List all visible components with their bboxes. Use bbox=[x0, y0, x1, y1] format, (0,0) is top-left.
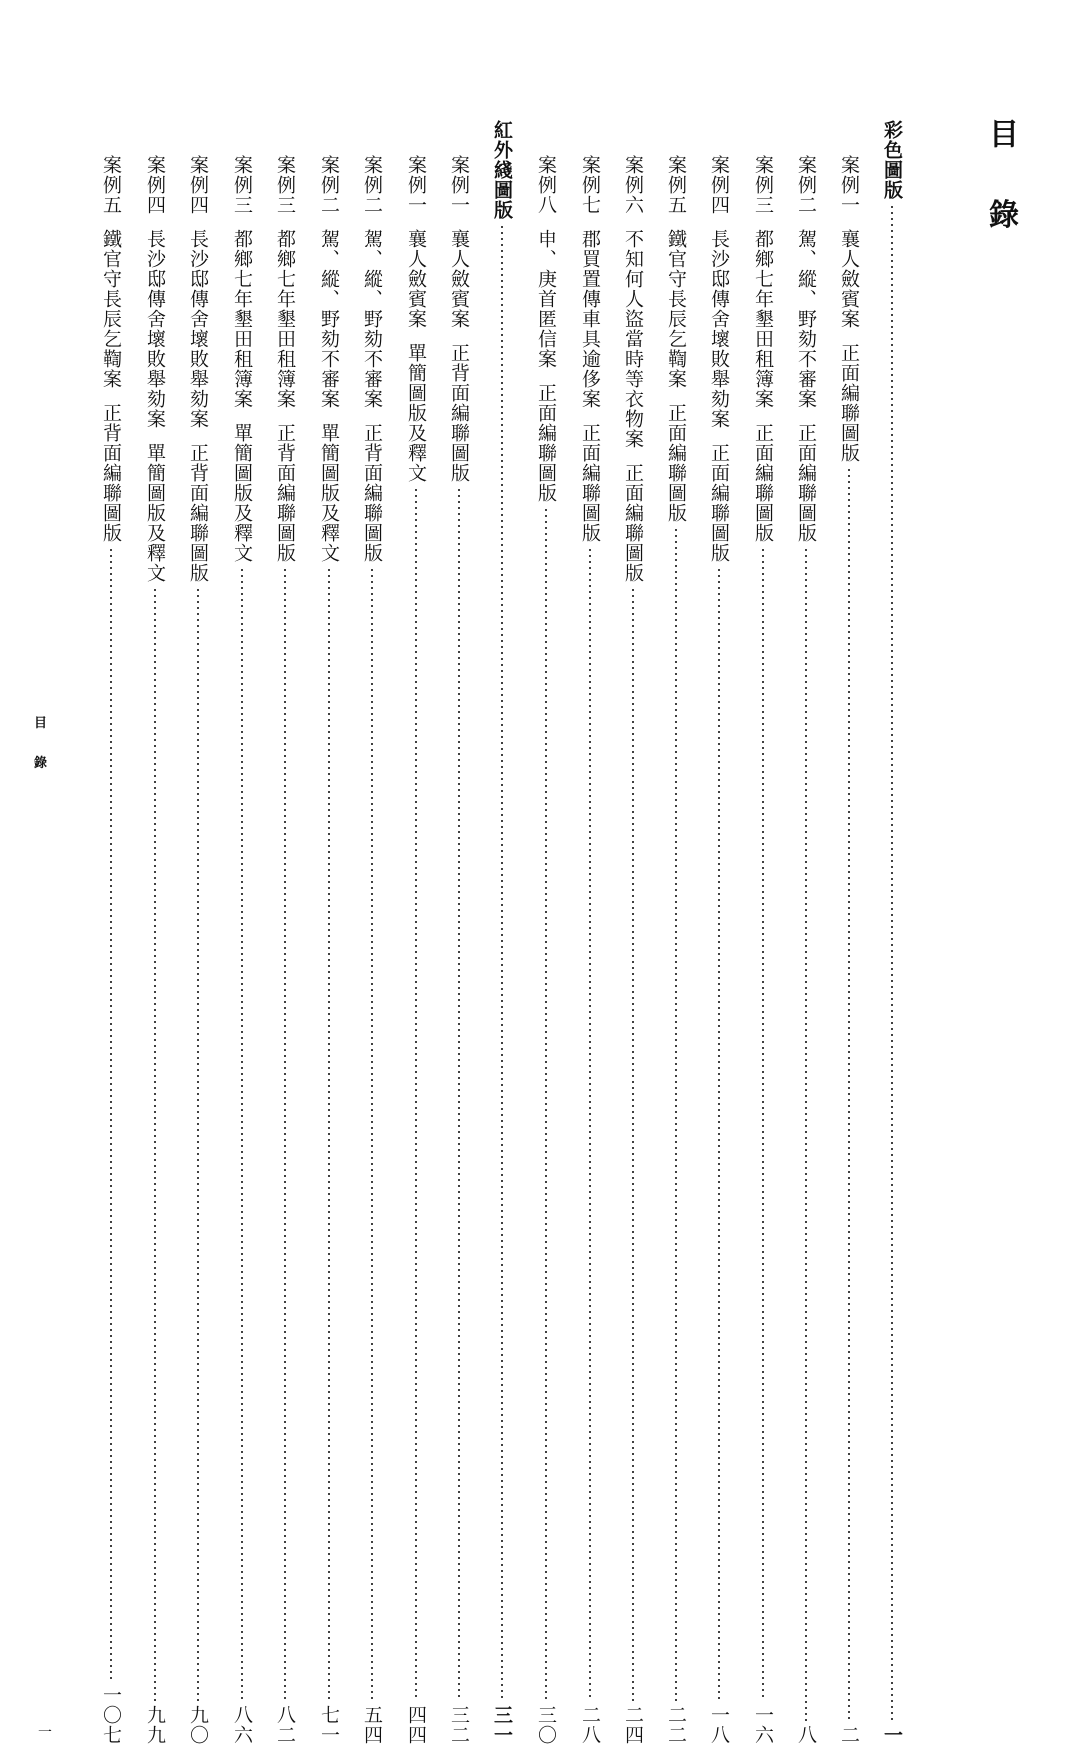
plate-type: 正面編聯圖版 bbox=[795, 423, 817, 543]
case-title: 襄人斂賓案 bbox=[838, 229, 860, 329]
page-ref: 二二 bbox=[665, 1705, 687, 1745]
toc-entry[interactable] bbox=[230, 155, 254, 1745]
case-label: 案例三 bbox=[274, 155, 296, 215]
case-label: 案例一 bbox=[838, 155, 860, 215]
leader-dots bbox=[317, 567, 341, 1701]
page-ref: 三〇 bbox=[535, 1705, 557, 1745]
leader-dots bbox=[490, 224, 514, 1701]
page-ref: 二 bbox=[838, 1725, 860, 1745]
case-label: 案例六 bbox=[622, 155, 644, 215]
plate-type: 單簡圖版及釋文 bbox=[144, 443, 166, 583]
section-title: 彩色圖版 bbox=[881, 120, 903, 200]
toc-entry[interactable] bbox=[534, 155, 558, 1745]
leader-dots bbox=[578, 547, 602, 1701]
toc-entry[interactable] bbox=[751, 155, 775, 1745]
plate-type: 正面編聯圖版 bbox=[752, 423, 774, 543]
leader-dots bbox=[880, 204, 904, 1721]
toc-entry[interactable] bbox=[578, 155, 602, 1745]
plate-type: 正背面編聯圖版 bbox=[448, 343, 470, 483]
running-head-char: 目 bbox=[34, 716, 48, 731]
case-label: 案例一 bbox=[448, 155, 470, 215]
case-label: 案例二 bbox=[318, 155, 340, 215]
leader-dots bbox=[143, 587, 167, 1701]
toc-entry[interactable] bbox=[447, 155, 471, 1745]
plate-type: 單簡圖版及釋文 bbox=[405, 343, 427, 483]
plate-type: 單簡圖版及釋文 bbox=[318, 423, 340, 563]
case-title: 駕、縱、野劾不審案 bbox=[361, 229, 383, 409]
toc-entry[interactable] bbox=[360, 155, 384, 1745]
page-ref: 三一 bbox=[491, 1705, 513, 1745]
case-title: 都鄉七年墾田租簿案 bbox=[752, 229, 774, 409]
case-title: 鐵官守長辰乞鞫案 bbox=[100, 229, 122, 389]
plate-type: 正背面編聯圖版 bbox=[274, 423, 296, 563]
leader-dots bbox=[664, 527, 688, 1701]
toc-entry[interactable] bbox=[143, 155, 167, 1745]
toc-section[interactable] bbox=[880, 120, 904, 1745]
toc-section[interactable] bbox=[490, 120, 514, 1745]
case-title: 不知何人盜當時等衣物案 bbox=[622, 229, 644, 449]
page-ref: 一〇七 bbox=[100, 1685, 122, 1745]
toc-entry[interactable] bbox=[99, 155, 123, 1745]
plate-type: 單簡圖版及釋文 bbox=[231, 423, 253, 563]
plate-type: 正背面編聯圖版 bbox=[361, 423, 383, 563]
page-ref: 八六 bbox=[231, 1705, 253, 1745]
case-label: 案例四 bbox=[708, 155, 730, 215]
case-label: 案例二 bbox=[361, 155, 383, 215]
page-ref: 二八 bbox=[579, 1705, 601, 1745]
case-title: 都鄉七年墾田租簿案 bbox=[274, 229, 296, 409]
leader-dots bbox=[534, 507, 558, 1701]
case-label: 案例二 bbox=[795, 155, 817, 215]
plate-type: 正背面編聯圖版 bbox=[100, 403, 122, 543]
leader-dots bbox=[99, 547, 123, 1681]
case-label: 案例三 bbox=[231, 155, 253, 215]
page-ref: 九〇 bbox=[187, 1705, 209, 1745]
toc-entry[interactable] bbox=[707, 155, 731, 1745]
case-title: 都鄉七年墾田租簿案 bbox=[231, 229, 253, 409]
plate-type: 正面編聯圖版 bbox=[708, 443, 730, 563]
page-ref: 四四 bbox=[405, 1705, 427, 1745]
leader-dots bbox=[447, 487, 471, 1701]
case-label: 案例五 bbox=[665, 155, 687, 215]
case-label: 案例八 bbox=[535, 155, 557, 215]
page-ref: 三二 bbox=[448, 1705, 470, 1745]
leader-dots bbox=[751, 547, 775, 1701]
leader-dots bbox=[273, 567, 297, 1701]
page-number: 一 bbox=[38, 1725, 52, 1741]
case-title: 駕、縱、野劾不審案 bbox=[795, 229, 817, 409]
case-label: 案例三 bbox=[752, 155, 774, 215]
case-title: 襄人斂賓案 bbox=[448, 229, 470, 329]
toc-entry[interactable] bbox=[621, 155, 645, 1745]
case-title: 鐵官守長辰乞鞫案 bbox=[665, 229, 687, 389]
case-title: 郡買置傳車具逾侈案 bbox=[579, 229, 601, 409]
case-title: 申、庚首匿信案 bbox=[535, 229, 557, 369]
page-ref: 一八 bbox=[708, 1705, 730, 1745]
plate-type: 正面編聯圖版 bbox=[622, 463, 644, 583]
plate-type: 正面編聯圖版 bbox=[579, 423, 601, 543]
case-label: 案例四 bbox=[187, 155, 209, 215]
leader-dots bbox=[360, 567, 384, 1701]
toc-entry[interactable] bbox=[186, 155, 210, 1745]
toc-entry[interactable] bbox=[837, 155, 861, 1745]
page-ref: 八 bbox=[795, 1725, 817, 1745]
page-ref: 七一 bbox=[318, 1705, 340, 1745]
case-title: 襄人斂賓案 bbox=[405, 229, 427, 329]
plate-type: 正面編聯圖版 bbox=[665, 403, 687, 523]
toc-entry[interactable] bbox=[664, 155, 688, 1745]
running-head-char: 錄 bbox=[34, 756, 48, 771]
page-ref: 一 bbox=[881, 1725, 903, 1745]
page-ref: 五四 bbox=[361, 1705, 383, 1745]
page-ref: 八二 bbox=[274, 1705, 296, 1745]
case-title: 長沙邸傳舍壞敗舉劾案 bbox=[144, 229, 166, 429]
leader-dots bbox=[230, 567, 254, 1701]
page-ref: 二四 bbox=[622, 1705, 644, 1745]
plate-type: 正面編聯圖版 bbox=[535, 383, 557, 503]
case-title: 駕、縱、野劾不審案 bbox=[318, 229, 340, 409]
case-label: 案例七 bbox=[579, 155, 601, 215]
leader-dots bbox=[621, 587, 645, 1701]
leader-dots bbox=[404, 487, 428, 1701]
leader-dots bbox=[186, 587, 210, 1701]
page-title: 目 錄 bbox=[983, 118, 1018, 249]
leader-dots bbox=[837, 467, 861, 1721]
plate-type: 正背面編聯圖版 bbox=[187, 443, 209, 583]
toc-entry[interactable] bbox=[404, 155, 428, 1745]
case-label: 案例五 bbox=[100, 155, 122, 215]
section-title: 紅外綫圖版 bbox=[491, 120, 513, 220]
page-ref: 一六 bbox=[752, 1705, 774, 1745]
leader-dots bbox=[707, 567, 731, 1701]
case-label: 案例一 bbox=[405, 155, 427, 215]
toc-entry[interactable] bbox=[273, 155, 297, 1745]
toc-entry[interactable] bbox=[794, 155, 818, 1745]
page-ref: 九九 bbox=[144, 1705, 166, 1745]
case-title: 長沙邸傳舍壞敗舉劾案 bbox=[708, 229, 730, 429]
toc-entry[interactable] bbox=[317, 155, 341, 1745]
case-label: 案例四 bbox=[144, 155, 166, 215]
leader-dots bbox=[794, 547, 818, 1721]
plate-type: 正面編聯圖版 bbox=[838, 343, 860, 463]
case-title: 長沙邸傳舍壞敗舉劾案 bbox=[187, 229, 209, 429]
